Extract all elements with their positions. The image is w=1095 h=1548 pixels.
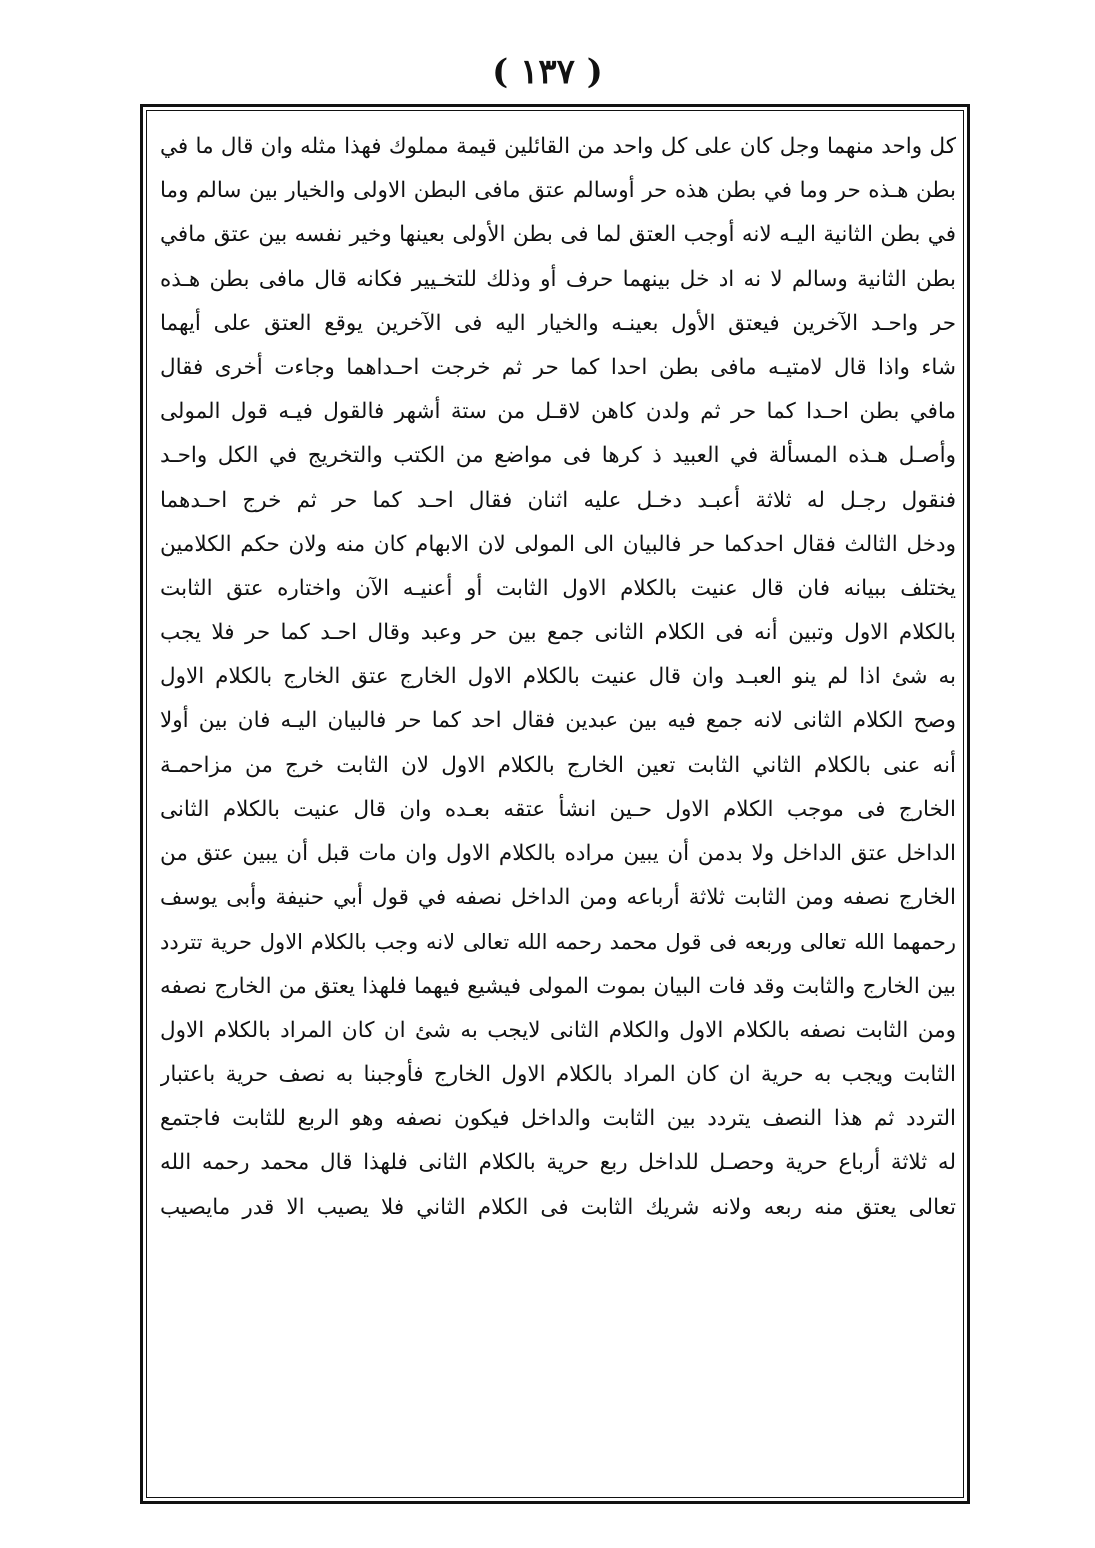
text-line: شاء واذا قال لامتيـه مافى بطن احدا كما حر ثم خرجت احـداهما وجاءت أخرى فقال — [160, 354, 956, 380]
text-line: حر واحـد الآخرين فيعتق الأول بعينـه والخيار اليه فى الآخرين يوقع العتق على أيهما — [160, 310, 956, 336]
text-line: بالكلام الاول وتبين أنه فى الكلام الثانى جمع بين حر وعبد وقال احـد كما حر فلا يجب — [160, 620, 956, 646]
text-line: كل واحد منهما وجل كان على كل واحد من القائلين قيمة مملوك فهذا مثله وان قال ما في — [160, 134, 956, 159]
text-line: فنقول رجـل له ثلاثة أعبـد دخـل عليه اثنان فقال احـد كما حر ثم خرج احـدهما — [160, 487, 956, 513]
text-line: رحمهما الله تعالى وربعه فى قول محمد رحمه الله تعالى لانه وجب بالكلام الاول حرية تتردد — [160, 930, 956, 955]
text-line: بطن الثانية وسالم لا نه اد خل بينهما حرف أو وذلك للتخـيير فكانه قال مافى بطن هـذه — [160, 266, 956, 292]
text-line: يختلف ببيانه فان قال عنيت بالكلام الاول الثابت أو أعنيـه الآن واختاره عتق الثابت — [160, 575, 956, 601]
text-line: به شئ اذا لم ينو العبـد وان قال عنيت بالكلام الاول الخارج عتق الخارج بالكلام الاول — [160, 664, 956, 690]
text-line: ومن الثابت نصفه بالكلام الاول والكلام الثانى لايجب به شئ ان كان المراد بالكلام الاول — [160, 1017, 956, 1043]
text-line: في بطن الثانية اليـه لانه أوجب العتق لما فى بطن الأولى بعينها وخير نفسه بين عتق مافي — [160, 222, 956, 248]
text-line: الخارج نصفه ومن الثابت ثلاثة أرباعه ومن الداخل نصفه في قول أبي حنيفة وأبى يوسف — [160, 885, 956, 911]
text-line: التردد ثم هذا النصف يتردد بين الثابت والداخل فيكون نصفه وهو الربع للثابت فاجتمع — [160, 1106, 956, 1132]
text-line: بطن هـذه حر وما في بطن هذه حر أوسالم عتق مافى البطن الاولى والخيار بين سالم وما — [160, 178, 956, 204]
text-line: ودخل الثالث فقال احدكما حر فالبيان الى المولى لان الابهام كان منه ولان حكم الكلامين — [160, 531, 956, 557]
body-text — [158, 125, 964, 1485]
text-line: الثابت ويجب به حرية ان كان المراد بالكلام الاول الخارج فأوجبنا به نصف حرية باعتبار — [160, 1061, 956, 1087]
text-line: مافي بطن احـدا كما حر ثم ولدن كاهن لاقـل من ستة أشهر فالقول فيـه قول المولى — [160, 399, 956, 425]
text-line: بين الخارج والثابت وقد فات البيان بموت المولى فيشيع فيهما فلهذا يعتق من الخارج نصفه — [160, 973, 956, 999]
text-line: أنه عنى بالكلام الثاني الثابت تعين الخارج بالكلام الاول لان الثابت خرج من مزاحمـة — [160, 752, 956, 778]
page-number: ( ١٣٧ ) — [492, 52, 603, 92]
text-line: وصح الكلام الثانى لانه جمع فيه بين عبدين فقال احد كما حر فالبيان اليـه فان بين أولا — [160, 708, 956, 734]
text-line: الخارج فى موجب الكلام الاول حـين انشأ عتقه بعـده وان قال عنيت بالكلام الثانى — [160, 796, 956, 822]
text-line: له ثلاثة أرباع حرية وحصـل للداخل ربع حرية بالكلام الثانى فلهذا قال محمد رحمه الله — [160, 1150, 956, 1176]
text-line: تعالى يعتق منه ربعه ولانه شريك الثابت فى الكلام الثاني فلا يصيب الا قدر مايصيب — [160, 1194, 956, 1220]
text-line: وأصـل هـذه المسألة في العبيد ذ كرها فى مواضع من الكتب والتخريج في الكل واحـد — [160, 443, 956, 469]
text-line: الداخل عتق الداخل ولا بدمن أن يبين مراده بالكلام الاول وان مات قبل أن يبين عتق من — [160, 841, 956, 866]
